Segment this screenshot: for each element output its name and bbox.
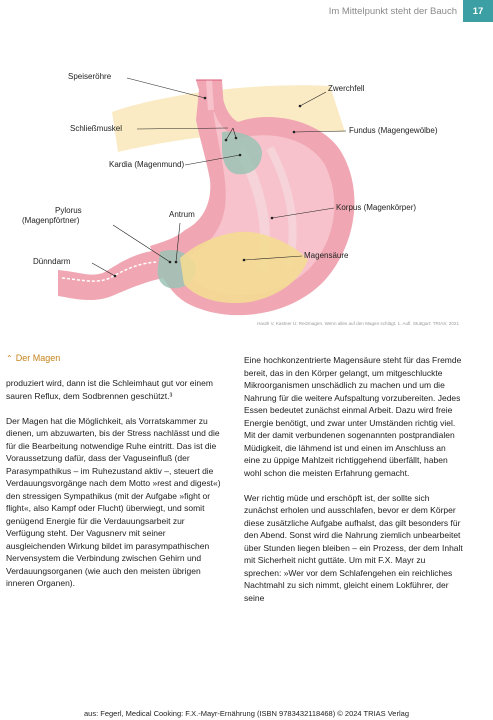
label-antrum: Antrum — [169, 210, 195, 219]
label-duenndarm: Dünndarm — [33, 257, 71, 266]
label-korpus: Korpus (Magenkörper) — [336, 203, 417, 212]
right-column — [244, 354, 463, 617]
label-fundus: Fundus (Magengewölbe) — [349, 126, 438, 135]
label-zwerchfell: Zwerchfell — [328, 84, 365, 93]
label-pylorus-sub: (Magenpförtner) — [22, 216, 80, 225]
triangle-up-icon: ⌃ — [6, 353, 13, 363]
figure-caption: Hauth V, Kastner U: Reizmagen. Wenn alles auf den Magen schlägt. 1. Aufl. Stuttgart: TRIAS; 2021 — [257, 321, 459, 326]
label-pylorus: Pylorus — [55, 206, 82, 215]
paragraph: Eine hochkonzentrierte Magensäure steht für das Fremde bereit, das in den Körper gelangt, um mitgeschluckte Mikroorganismen unschädlich zu machen und um die Nahrung für die weitere Aufspaltung vorzubereiten. Jedes Essen bedeutet zunächst einmal Arbeit. Dazu wird freie Energie benötigt, und zwar unter Umständen richtig viel. Mit der damit verbundenen sogenannten postprandialen Müdigkeit, die lähmend ist und einen im Anschluss an eine zu üppige Mahlzeit richtiggehend überfällt, haben wohl schon die meisten Erfahrung gemacht. — [244, 355, 462, 478]
paragraph: Wer richtig müde und erschöpft ist, der sollte sich zunächst erholen und ausschlafen, bevor er dem Körper diese zusätzliche Aufgabe aufhalst, das gilt besonders für den Abend. Sonst wird die Nahrung ziemlich unbearbeitet über Stunden liegen bleiben – ein Prozess, der dem Inhalt mit Sicherheit nicht guttäte. Um mit F.X. Mayr zu sprechen: »Wer vor dem Schlafengehen ein reichliches Nachtmahl zu sich nimmt, gleicht einem Lokführer, der seine — [244, 492, 463, 603]
page-footer: aus: Fegerl, Medical Cooking: F.X.-Mayr-Ernährung (ISBN 9783432118468) © 2024 TRIAS Verlag — [83, 709, 409, 718]
label-schliessmuskel: Schließmuskel — [70, 124, 123, 133]
stomach-illustration — [0, 40, 493, 340]
page-number: 17 — [463, 0, 493, 22]
label-speiseroehre: Speiseröhre — [68, 72, 112, 81]
page-header — [0, 0, 493, 25]
left-column — [6, 377, 225, 602]
label-magensaeure: Magensäure — [304, 251, 349, 260]
paragraph: Der Magen hat die Möglichkeit, als Vorratskammer zu dienen, um abzuwarten, bis der Stress nachlässt und die für die Bearbeitung notwendige Ruhe eintritt. Das ist die Voraussetzung dafür, dass der Vaguseinfluß (der Parasympathikus – im Ruhezustand aktiv –, steuert die Verdauungsvorgänge nach dem Motto »rest and digest«) den stressigen Sympathikus (mit der Aufgabe »fight or flight«, also Kampf oder Flucht) überwiegt, und somit genügend Energie für die Verdauungsarbeit zur Verfügung steht. Der Vagusnerv mit seiner ausgleichenden Wirkung bildet im parasympathischen Nervensystem die Verbindung zwischen Gehirn und Verdauungsorganen (wie auch den meisten übrigen inneren Organen). — [6, 415, 221, 588]
running-title: Im Mittelpunkt steht der Bauch — [328, 6, 457, 17]
section-heading — [6, 353, 60, 363]
paragraph: produziert wird, dann ist die Schleimhaut gut vor einem sauren Reflux, dem Sodbrennen geschützt.³ — [6, 378, 213, 401]
label-kardia: Kardia (Magenmund) — [109, 160, 185, 169]
section-title: Der Magen — [15, 353, 61, 363]
stomach-anatomy-figure — [0, 40, 493, 340]
